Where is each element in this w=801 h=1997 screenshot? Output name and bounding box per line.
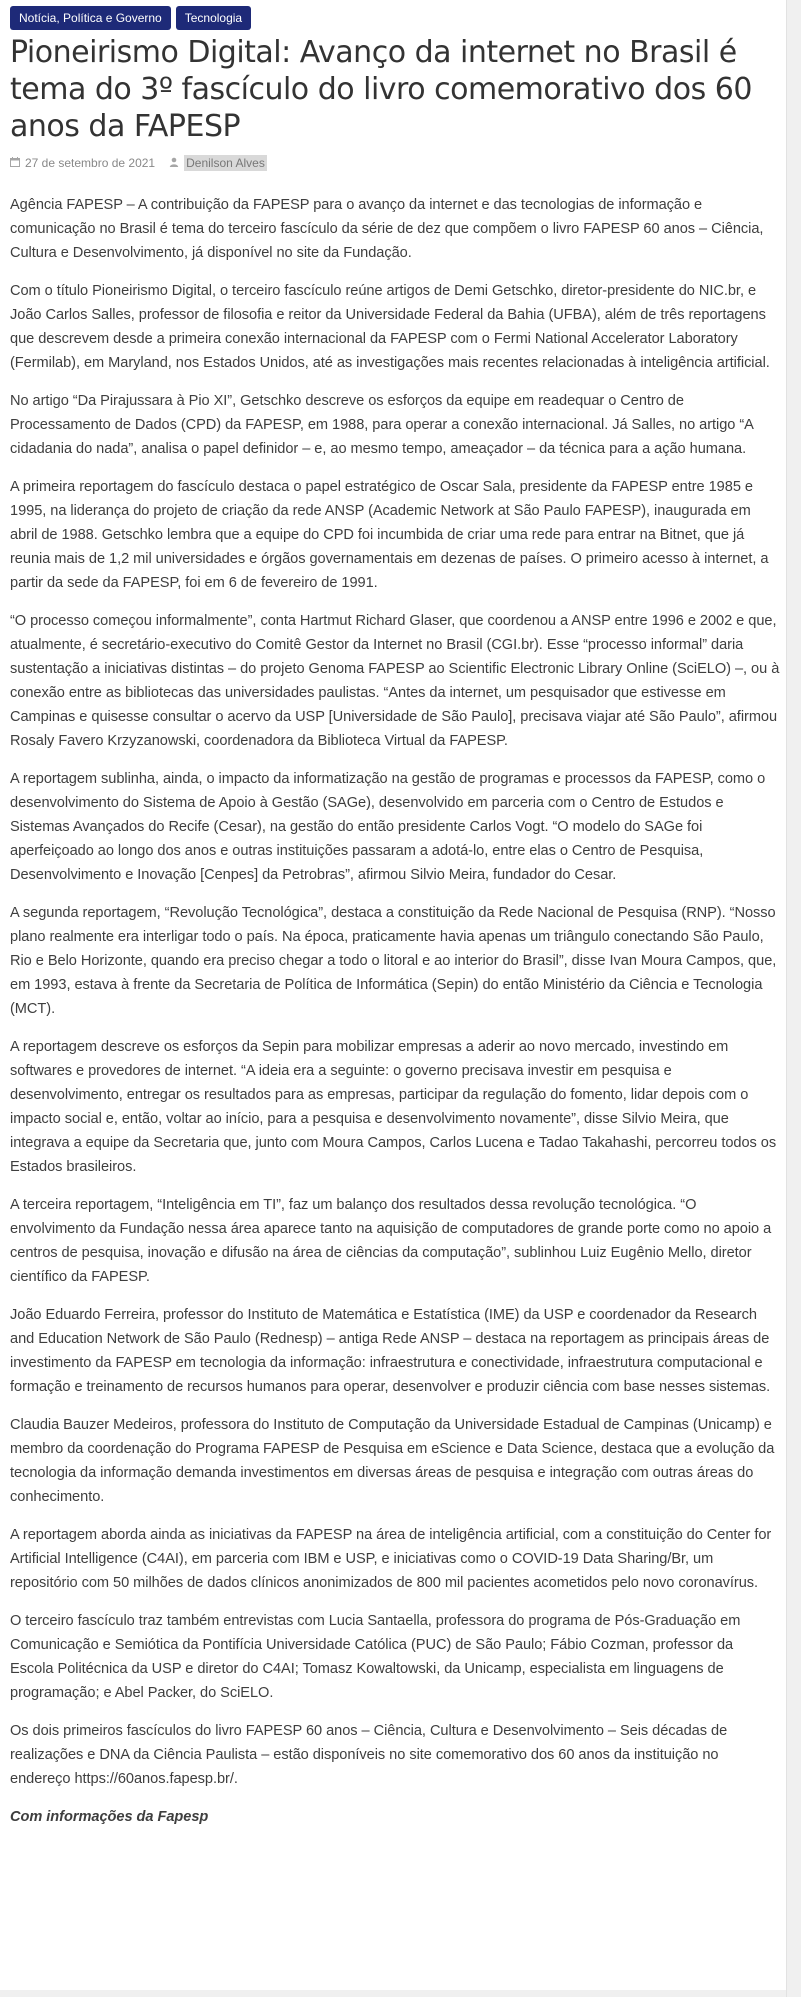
- user-icon: [169, 157, 179, 170]
- article-paragraph: A reportagem aborda ainda as iniciativas da FAPESP na área de inteligência artificial, com a constituição do Center for Artificial Intelligence (C4AI), em parceria com IBM e USP, e iniciativas como o COVID-19 Data Sharing/Br, um repositório com 50 milhões de dados clínicos anonimizados de 800 mil pacientes acometidos pelo novo coronavírus.: [10, 1527, 772, 1591]
- category-tag-politica[interactable]: Notícia, Política e Governo: [10, 6, 171, 30]
- article-paragraph: Claudia Bauzer Medeiros, professora do Instituto de Computação da Universidade Estadual de Campinas (Unicamp) e membro da coordenação do Programa FAPESP de Pesquisa em eScience e Data Science, destaca que a evolução da tecnologia da informação demanda investimentos em diversas áreas de pesquisa e integração com outras áreas do conhecimento.: [10, 1417, 775, 1505]
- article-paragraph: No artigo “Da Pirajussara à Pio XI”, Getschko descreve os esforços da equipe em readequar o Centro de Processamento de Dados (CPD) da FAPESP, em 1988, para operar a conexão internacional. Já Salles, no artigo “A cidadania do nada”, analisa o papel definidor – e, ao mesmo tempo, ameaçador – da técnica para a ação humana.: [10, 393, 754, 457]
- article-title: Pioneirismo Digital: Avanço da internet no Brasil é tema do 3º fascículo do livro comemorativo dos 60 anos da FAPESP: [10, 35, 752, 144]
- post-date-link[interactable]: 27 de setembro de 2021: [25, 156, 156, 170]
- article-paragraph: João Eduardo Ferreira, professor do Instituto de Matemática e Estatística (IME) da USP e coordenador da Research and Education Network de São Paulo (Rednesp) – antiga Rede ANSP – destaca na reportagem as principais áreas de investimento da FAPESP em tecnologia da informação: infraestrutura e conectividade, infraestrutura computacional e formação e treinamento de recursos humanos para operar, desenvolver e produzir ciência com base nesses sistemas.: [10, 1307, 771, 1395]
- article-paragraph: A reportagem descreve os esforços da Sepin para mobilizar empresas a aderir ao novo mercado, investindo em softwares e provedores de internet. “A ideia era a seguinte: o governo precisava investir em pesquisa e desenvolvimento, entregar os resultados para as empresas, participar da regulação do fomento, lidar depois com o impacto social e, então, voltar ao início, para a pesquisa e desenvolvimento novamente”, disse Silvio Meira, que integrava a equipe da Secretaria que, junto com Moura Campos, Carlos Lucena e Tadao Takahashi, percorreu todos os Estados brasileiros.: [10, 1039, 777, 1175]
- category-tag-tecnologia[interactable]: Tecnologia: [176, 6, 251, 30]
- article-paragraph: O terceiro fascículo traz também entrevistas com Lucia Santaella, professora do programa de Pós-Graduação em Comunicação e Semiótica da Pontifícia Universidade Católica (PUC) de São Paulo; Fábio Cozman, professor da Escola Politécnica da USP e diretor do C4AI; Tomasz Kowaltowski, da Unicamp, especialista em linguagens de programação; e Abel Packer, do SciELO.: [10, 1613, 741, 1701]
- article-paragraph: A primeira reportagem do fascículo destaca o papel estratégico de Oscar Sala, presidente da FAPESP entre 1985 e 1995, na liderança do projeto de criação da rede ANSP (Academic Network at São Paulo FAPESP), inaugurada em abril de 1988. Getschko lembra que a equipe do CPD foi incumbida de criar uma rede para entrar na Bitnet, que já reunia mais de 1,2 mil universidades e órgãos governamentais em dezenas de países. O primeiro acesso à internet, a partir da sede da FAPESP, foi em 6 de fevereiro de 1991.: [10, 479, 769, 591]
- article-paragraph: “O processo começou informalmente”, conta Hartmut Richard Glaser, que coordenou a ANSP entre 1996 e 2002 e que, atualmente, é secretário-executivo do Comitê Gestor da Internet no Brasil (CGI.br). Esse “processo informal” daria sustentação a iniciativas distintas – do projeto Genoma FAPESP ao Scientific Electronic Library Online (SciELO) –, ou à conexão entre as bibliotecas das universidades paulistas. “Antes da internet, um pesquisador que estivesse em Campinas e quisesse consultar o acervo da USP [Universidade de São Paulo], precisava viajar até São Paulo”, afirmou Rosaly Favero Krzyzanowski, coordenadora da Biblioteca Virtual da FAPESP.: [10, 613, 780, 749]
- article-paragraph: A segunda reportagem, “Revolução Tecnológica”, destaca a constituição da Rede Nacional de Pesquisa (RNP). “Nosso plano realmente era interligar todo o país. Na época, praticamente havia apenas um triângulo conectando São Paulo, Rio e Belo Horizonte, quando era preciso chegar a todo o litoral e ao interior do Brasil”, disse Ivan Moura Campos, que, em 1993, estava à frente da Secretaria de Política de Informática (Sepin) do então Ministério da Ciência e Tecnologia (MCT).: [10, 905, 777, 1017]
- article-paragraph: Com o título Pioneirismo Digital, o terceiro fascículo reúne artigos de Demi Getschko, diretor-presidente do NIC.br, e João Carlos Salles, professor de filosofia e reitor da Universidade Federal da Bahia (UFBA), além de três reportagens que descrevem desde a primeira conexão internacional da FAPESP com o Fermi National Accelerator Laboratory (Fermilab), em Maryland, nos Estados Unidos, até as investigações mais recentes relacionadas à inteligência artificial.: [10, 283, 770, 371]
- calendar-icon: [10, 157, 20, 170]
- category-tags: [10, 6, 251, 30]
- page-right-margin: [786, 0, 801, 1997]
- source-note: Com informações da Fapesp: [10, 1809, 209, 1825]
- article-meta: [10, 155, 267, 171]
- article-body: [10, 193, 780, 1843]
- author-link[interactable]: Denilson Alves: [186, 156, 265, 170]
- article-paragraph: Agência FAPESP – A contribuição da FAPESP para o avanço da internet e das tecnologias de informação e comunicação no Brasil é tema do terceiro fascículo da série de dez que compõem o livro FAPESP 60 anos – Ciência, Cultura e Desenvolvimento, já disponível no site da Fundação.: [10, 197, 764, 261]
- article-paragraph: A terceira reportagem, “Inteligência em TI”, faz um balanço dos resultados dessa revolução tecnológica. “O envolvimento da Fundação nessa área aparece tanto na aquisição de computadores de grande porte como no apoio a centros de pesquisa, inovação e difusão na área de ciências da computação”, sublinhou Luiz Eugênio Mello, diretor científico da FAPESP.: [10, 1197, 772, 1285]
- article-paragraph: Os dois primeiros fascículos do livro FAPESP 60 anos – Ciência, Cultura e Desenvolvimento – Seis décadas de realizações e DNA da Ciência Paulista – estão disponíveis no site comemorativo dos 60 anos da instituição no endereço https://60anos.fapesp.br/.: [10, 1723, 728, 1787]
- article-paragraph: A reportagem sublinha, ainda, o impacto da informatização na gestão de programas e processos da FAPESP, como o desenvolvimento do Sistema de Apoio à Gestão (SAGe), desenvolvido em parceria com o Centro de Estudos e Sistemas Avançados do Recife (Cesar), na gestão do então presidente Carlos Vogt. “O modelo do SAGe foi aperfeiçoado ao longo dos anos e outras instituições passaram a adotá-lo, entre elas o Centro de Pesquisa, Desenvolvimento e Inovação [Cenpes] da Petrobras”, afirmou Silvio Meira, fundador do Cesar.: [10, 771, 766, 883]
